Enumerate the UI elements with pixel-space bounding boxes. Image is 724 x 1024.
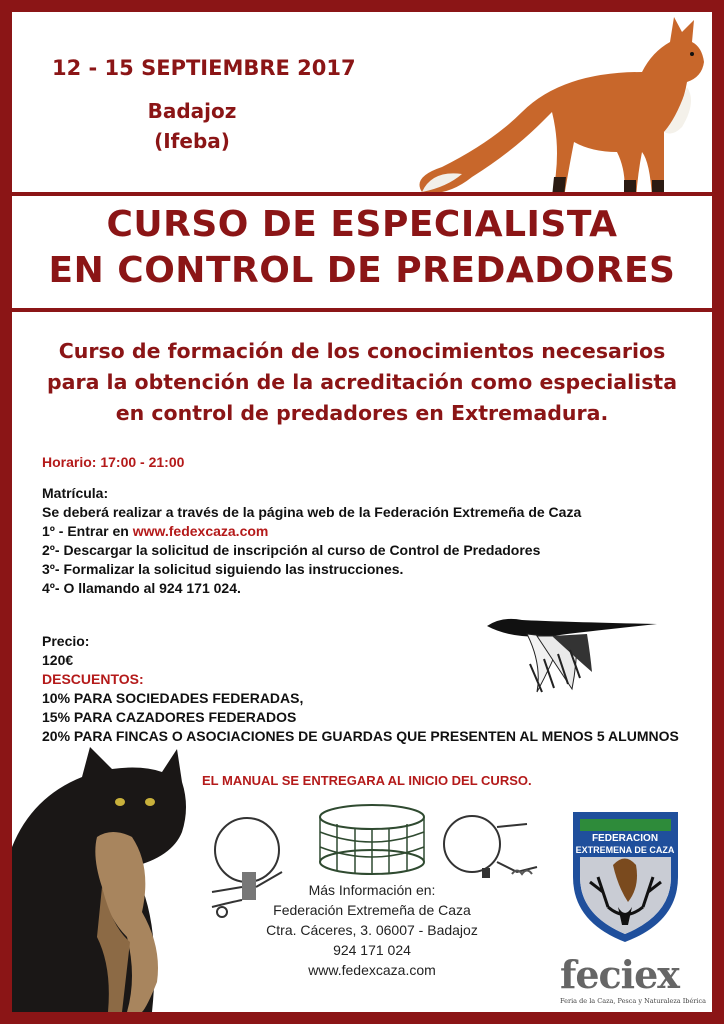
enrollment-step-1 [42,522,581,541]
website-link[interactable]: www.fedexcaza.com [132,523,269,539]
schedule: Horario: 17:00 - 21:00 [42,454,185,470]
trap-icon [317,802,427,877]
contact-address: Ctra. Cáceres, 3. 06007 - Badajoz [266,922,478,938]
contact-info [252,880,492,980]
title-band [12,192,712,312]
subtitle-line-1: Curso de formación de los conocimientos necesarios [58,339,666,363]
event-location [137,96,247,156]
title-line-1: CURSO DE ESPECIALISTA [106,204,618,245]
event-city: Badajoz [147,99,237,123]
step-1-prefix: 1º - Entrar en [42,523,133,539]
contact-heading: Más Información en: [308,882,436,898]
enrollment-step-3: 3º- Formalizar la solicitud siguiendo las instrucciones. [42,561,404,577]
event-date: 12 - 15 SEPTIEMBRE 2017 [52,56,356,80]
title-line-2: EN CONTROL DE PREDADORES [48,250,676,291]
price-amount: 120€ [42,652,74,668]
enrollment-heading: Matrícula: [42,485,109,501]
feciex-logo: feciex [560,952,679,997]
enrollment-intro: Se deberá realizar a través de la página web de la Federación Extremeña de Caza [42,504,582,520]
price-section [42,632,679,746]
feciex-tagline: Feria de la Caza, Pesca y Naturaleza Ibérica [560,997,706,1005]
price-heading: Precio: [42,633,90,649]
logo-line-2: EXTREMENA DE CAZA [575,845,675,855]
trap-icon [437,812,547,887]
enrollment-step-4: 4º- O llamando al 924 171 024. [42,580,241,596]
discount-1: 10% PARA SOCIEDADES FEDERADAS, [42,690,304,706]
contact-organization: Federación Extremeña de Caza [273,902,471,918]
contact-website[interactable]: www.fedexcaza.com [308,962,436,978]
discount-3: 20% PARA FINCAS O ASOCIACIONES DE GUARDAS QUE PRESENTEN AL MENOS 5 ALUMNOS [42,728,679,744]
contact-phone: 924 171 024 [333,942,411,958]
event-venue: (Ifeba) [154,129,230,153]
subtitle-line-3: en control de predadores en Extremadura. [115,401,609,425]
manual-note: EL MANUAL SE ENTREGARA AL INICIO DEL CURSO. [202,773,532,788]
discounts-heading: DESCUENTOS: [42,671,144,687]
logo-line-1: FEDERACION [591,833,659,844]
enrollment-section [42,484,581,598]
shield-logo-icon [568,807,683,947]
subtitle-line-2: para la obtención de la acreditación como especialista [46,370,678,394]
fox-icon [402,12,712,202]
poster [12,12,712,1012]
discount-2: 15% PARA CAZADORES FEDERADOS [42,709,297,725]
enrollment-step-2: 2º- Descargar la solicitud de inscripción al curso de Control de Predadores [42,542,541,558]
cat-icon [12,737,212,1012]
